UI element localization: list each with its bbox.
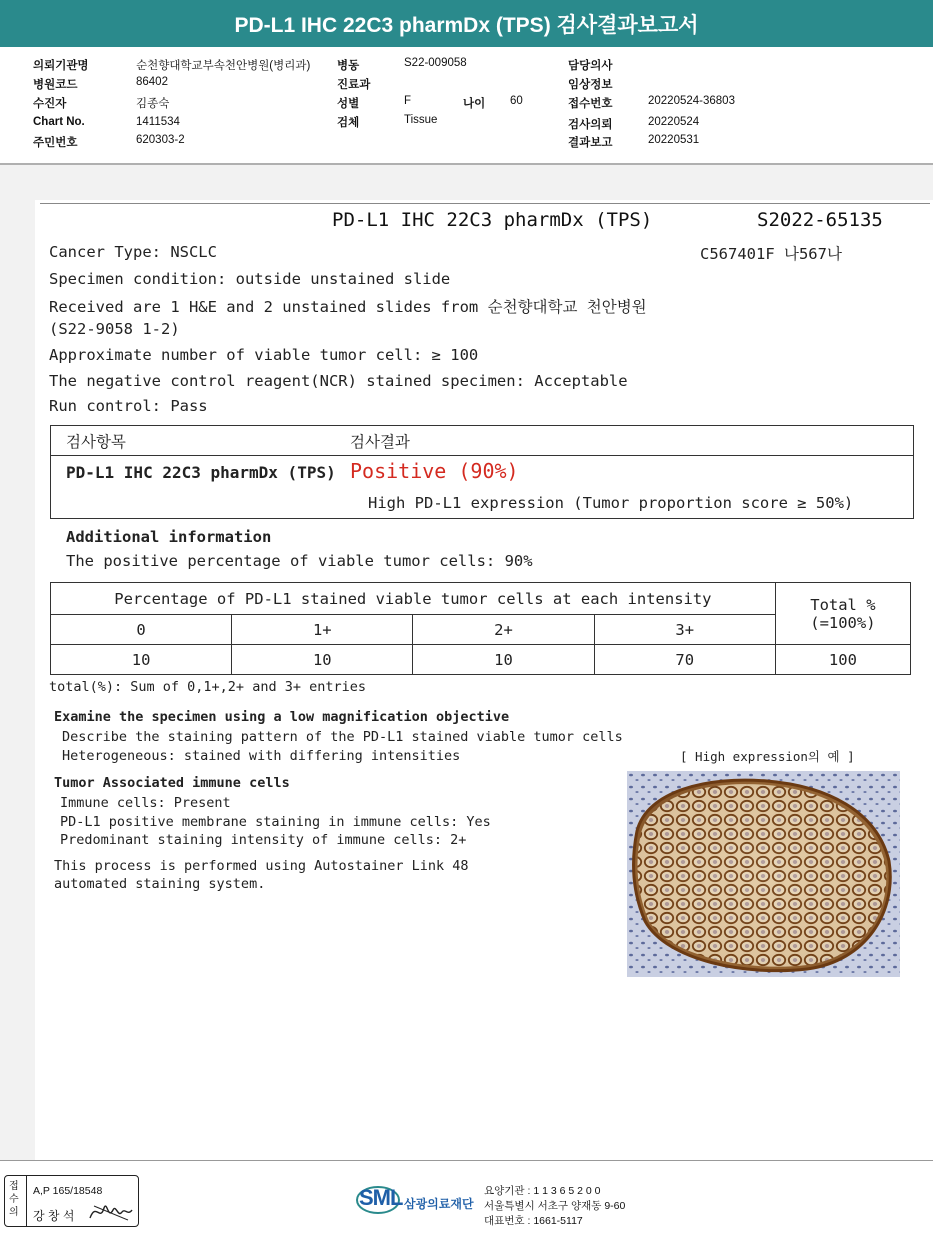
label-institution: 의뢰기관명 xyxy=(33,60,89,72)
result-box-divider xyxy=(51,455,913,456)
value-sex: F xyxy=(404,95,412,107)
percent-1plus: 10 xyxy=(232,645,413,675)
immune-line-3: Predominant staining intensity of immune cells: 2+ xyxy=(60,832,467,848)
received-slides: Received are 1 H&E and 2 unstained slides from 순천향대학교 천안병원 xyxy=(49,298,647,316)
signature-icon xyxy=(88,1198,134,1224)
sml-logo-text: SML xyxy=(359,1185,403,1210)
result-item-header: 검사항목 xyxy=(66,433,126,451)
label-department: 진료과 xyxy=(337,79,371,91)
intensity-label-0: 0 xyxy=(51,615,232,645)
total-header-line2: (=100%) xyxy=(810,613,876,632)
additional-info-text: The positive percentage of viable tumor cells: 90% xyxy=(66,552,533,570)
immune-line-1: Immune cells: Present xyxy=(60,795,231,811)
label-resident-no: 주민번호 xyxy=(33,137,78,149)
intensity-table-total-header xyxy=(775,583,910,645)
run-control: Run control: Pass xyxy=(49,397,208,415)
intensity-label-2plus: 2+ xyxy=(413,615,594,645)
test-title: PD-L1 IHC 22C3 pharmDx (TPS) xyxy=(332,209,653,231)
address: 서울특별시 서초구 양재동 9-60 xyxy=(484,1200,626,1212)
value-resident-no: 620303-2 xyxy=(136,134,185,146)
specimen-code: C567401F 나567나 xyxy=(700,245,842,263)
cancer-type: Cancer Type: NSCLC xyxy=(49,243,217,261)
received-reference: (S22-9058 1-2) xyxy=(49,320,180,338)
facility-code: 요양기관 : 1 1 3 6 5 2 0 0 xyxy=(484,1185,601,1197)
report-number: S2022-65135 xyxy=(757,209,883,231)
value-hospital-code: 86402 xyxy=(136,76,168,88)
value-ward: S22-009058 xyxy=(404,57,467,69)
footer-divider xyxy=(0,1160,933,1161)
label-hospital-code: 병원코드 xyxy=(33,79,78,91)
label-request-date: 검사의뢰 xyxy=(568,119,613,131)
label-receipt-no: 접수번호 xyxy=(568,98,613,110)
value-request-date: 20220524 xyxy=(648,116,700,128)
viable-tumor-cells: Approximate number of viable tumor cell: ≥ 100 xyxy=(49,346,479,364)
report-title: PD-L1 IHC 22C3 pharmDx (TPS) 검사결과보고서 xyxy=(0,0,933,47)
percent-3plus: 70 xyxy=(594,645,775,675)
foundation-name: 삼광의료재단 xyxy=(404,1197,474,1211)
report-top-rule xyxy=(40,203,930,204)
ncr-result: The negative control reagent(NCR) stained specimen: Acceptable xyxy=(49,372,628,390)
value-age: 60 xyxy=(510,95,523,107)
micrograph-graphic xyxy=(627,771,900,977)
additional-info-title: Additional information xyxy=(66,528,272,546)
stamp-divider xyxy=(26,1176,27,1226)
label-sex: 성별 xyxy=(337,98,360,110)
value-report-date: 20220531 xyxy=(648,134,700,146)
label-ward: 병동 xyxy=(337,60,360,72)
label-patient: 수진자 xyxy=(33,98,67,110)
label-specimen: 검체 xyxy=(337,117,360,129)
intensity-label-1plus: 1+ xyxy=(232,615,413,645)
value-patient: 김종숙 xyxy=(136,98,170,110)
percent-0: 10 xyxy=(51,645,232,675)
process-line-2: automated staining system. xyxy=(54,876,266,892)
result-header: 검사결과 xyxy=(350,433,410,451)
specimen-condition: Specimen condition: outside unstained slide xyxy=(49,270,451,288)
immune-line-2: PD-L1 positive membrane staining in immune cells: Yes xyxy=(60,814,491,830)
table-note: total(%): Sum of 0,1+,2+ and 3+ entries xyxy=(49,679,366,695)
phone: 대표번호 : 1661-5117 xyxy=(484,1215,583,1227)
pdl1-stain-micrograph xyxy=(627,771,900,977)
total-header-line1: Total % xyxy=(810,595,876,614)
examine-line-2: Heterogeneous: stained with differing intensities xyxy=(62,748,461,764)
image-caption: [ High expression의 예 ] xyxy=(680,749,855,764)
value-institution: 순천향대학교부속천안병원(병리과) xyxy=(136,60,311,72)
label-doctor: 담당의사 xyxy=(568,60,613,72)
stamp-label: 접수의 xyxy=(9,1181,19,1218)
value-chart-no: 1411534 xyxy=(136,116,180,128)
intensity-table-caption: Percentage of PD-L1 stained viable tumor cells at each intensity xyxy=(51,583,776,615)
percent-2plus: 10 xyxy=(413,645,594,675)
label-clinical-info: 임상정보 xyxy=(568,79,613,91)
ap-number: A,P 165/18548 xyxy=(33,1185,103,1197)
label-age: 나이 xyxy=(463,98,486,110)
intensity-table xyxy=(50,582,911,675)
result-test-item: PD-L1 IHC 22C3 pharmDx (TPS) xyxy=(66,463,336,482)
result-positive: Positive (90%) xyxy=(350,459,519,483)
value-receipt-no: 20220524-36803 xyxy=(648,95,735,107)
examine-line-1: Describe the staining pattern of the PD-L1 stained viable tumor cells xyxy=(62,729,623,745)
value-specimen: Tissue xyxy=(404,114,438,126)
intensity-label-3plus: 3+ xyxy=(594,615,775,645)
result-interpretation: High PD-L1 expression (Tumor proportion score ≥ 50%) xyxy=(368,494,854,512)
label-chart-no: Chart No. xyxy=(33,116,85,128)
doctor-name: 강 창 석 xyxy=(33,1209,75,1223)
immune-title: Tumor Associated immune cells xyxy=(54,775,290,791)
examine-title: Examine the specimen using a low magnification objective xyxy=(54,709,510,725)
label-report-date: 결과보고 xyxy=(568,137,613,149)
process-line-1: This process is performed using Autostainer Link 48 xyxy=(54,858,469,874)
percent-total: 100 xyxy=(775,645,910,675)
